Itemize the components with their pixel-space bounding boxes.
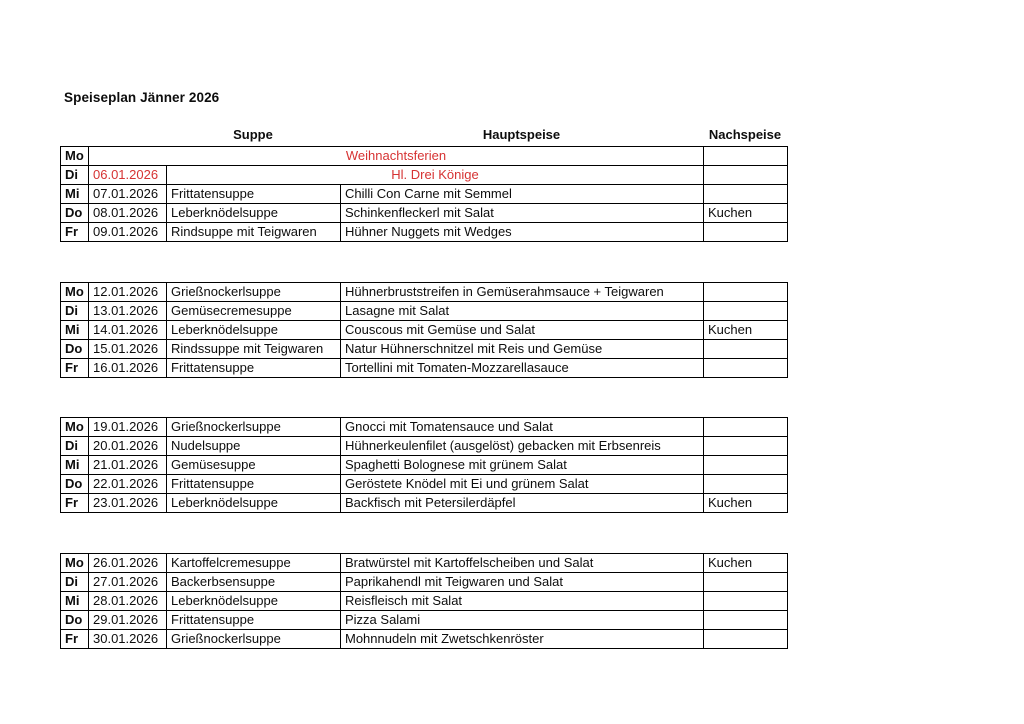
day-cell: Fr xyxy=(61,494,89,513)
soup-cell: Backerbsensuppe xyxy=(167,573,341,592)
menu-row xyxy=(61,340,788,359)
week-1-table xyxy=(60,146,788,242)
day-cell: Mo xyxy=(61,554,89,573)
date-cell: 19.01.2026 xyxy=(89,418,167,437)
main-cell: Hühnerkeulenfilet (ausgelöst) gebacken mit Erbsenreis xyxy=(341,437,704,456)
menu-row xyxy=(61,321,788,340)
main-cell: Lasagne mit Salat xyxy=(341,302,704,321)
menu-row xyxy=(61,475,788,494)
dessert-cell xyxy=(704,340,788,359)
dessert-cell xyxy=(704,475,788,494)
menu-row xyxy=(61,611,788,630)
menu-row xyxy=(61,592,788,611)
dessert-cell xyxy=(704,573,788,592)
day-cell: Mi xyxy=(61,456,89,475)
dessert-cell xyxy=(704,359,788,378)
date-cell: 16.01.2026 xyxy=(89,359,167,378)
menu-row xyxy=(61,573,788,592)
date-cell: 15.01.2026 xyxy=(89,340,167,359)
main-cell: Spaghetti Bolognese mit grünem Salat xyxy=(341,456,704,475)
day-cell: Mo xyxy=(61,283,89,302)
date-cell: 30.01.2026 xyxy=(89,630,167,649)
date-cell: 20.01.2026 xyxy=(89,437,167,456)
soup-cell: Leberknödelsuppe xyxy=(167,321,341,340)
day-cell: Fr xyxy=(61,630,89,649)
soup-cell: Gemüsesuppe xyxy=(167,456,341,475)
menu-row xyxy=(61,456,788,475)
day-cell: Fr xyxy=(61,223,89,242)
soup-cell: Frittatensuppe xyxy=(167,359,341,378)
menu-row xyxy=(61,418,788,437)
column-header-hauptspeise: Hauptspeise xyxy=(482,127,561,142)
soup-cell: Grießnockerlsuppe xyxy=(167,418,341,437)
soup-cell: Rindssuppe mit Teigwaren xyxy=(167,340,341,359)
day-cell: Do xyxy=(61,611,89,630)
dessert-cell xyxy=(704,437,788,456)
date-cell: 22.01.2026 xyxy=(89,475,167,494)
day-cell: Di xyxy=(61,573,89,592)
week-3-table xyxy=(60,417,788,513)
main-cell: Schinkenfleckerl mit Salat xyxy=(341,204,704,223)
day-cell: Mi xyxy=(61,185,89,204)
soup-cell: Frittatensuppe xyxy=(167,475,341,494)
dessert-cell: Kuchen xyxy=(704,321,788,340)
date-cell: 08.01.2026 xyxy=(89,204,167,223)
date-cell: 14.01.2026 xyxy=(89,321,167,340)
main-cell: Reisfleisch mit Salat xyxy=(341,592,704,611)
date-cell: 13.01.2026 xyxy=(89,302,167,321)
day-cell: Mi xyxy=(61,592,89,611)
soup-cell: Leberknödelsuppe xyxy=(167,494,341,513)
dessert-cell xyxy=(704,630,788,649)
main-cell: Pizza Salami xyxy=(341,611,704,630)
menu-row xyxy=(61,147,788,166)
holiday-cell: Weihnachtsferien xyxy=(89,147,704,166)
menu-row xyxy=(61,302,788,321)
week-2-table xyxy=(60,282,788,378)
main-cell: Chilli Con Carne mit Semmel xyxy=(341,185,704,204)
dessert-cell xyxy=(704,592,788,611)
date-cell: 07.01.2026 xyxy=(89,185,167,204)
main-cell: Hühnerbruststreifen in Gemüserahmsauce + Teigwaren xyxy=(341,283,704,302)
main-cell: Paprikahendl mit Teigwaren und Salat xyxy=(341,573,704,592)
menu-row xyxy=(61,204,788,223)
date-cell: 12.01.2026 xyxy=(89,283,167,302)
day-cell: Do xyxy=(61,204,89,223)
soup-cell: Frittatensuppe xyxy=(167,611,341,630)
date-cell: 27.01.2026 xyxy=(89,573,167,592)
column-header-spacer-date xyxy=(88,127,166,142)
soup-cell: Leberknödelsuppe xyxy=(167,592,341,611)
dessert-cell xyxy=(704,166,788,185)
column-header-nachspeise: Nachspeise xyxy=(708,127,782,142)
soup-cell: Nudelsuppe xyxy=(167,437,341,456)
soup-cell: Gemüsecremesuppe xyxy=(167,302,341,321)
main-cell: Gnocci mit Tomatensauce und Salat xyxy=(341,418,704,437)
day-cell: Fr xyxy=(61,359,89,378)
main-cell: Couscous mit Gemüse und Salat xyxy=(341,321,704,340)
day-cell: Do xyxy=(61,340,89,359)
menu-row xyxy=(61,494,788,513)
soup-cell: Frittatensuppe xyxy=(167,185,341,204)
main-cell: Hühner Nuggets mit Wedges xyxy=(341,223,704,242)
date-cell: 09.01.2026 xyxy=(89,223,167,242)
main-cell: Tortellini mit Tomaten-Mozzarellasauce xyxy=(341,359,704,378)
soup-cell: Grießnockerlsuppe xyxy=(167,283,341,302)
soup-cell: Rindsuppe mit Teigwaren xyxy=(167,223,341,242)
dessert-cell xyxy=(704,223,788,242)
date-cell: 26.01.2026 xyxy=(89,554,167,573)
menu-row xyxy=(61,554,788,573)
column-header-row xyxy=(60,127,787,142)
day-cell: Di xyxy=(61,302,89,321)
date-cell: 21.01.2026 xyxy=(89,456,167,475)
dessert-cell: Kuchen xyxy=(704,554,788,573)
main-cell: Mohnnudeln mit Zwetschkenröster xyxy=(341,630,704,649)
main-cell: Backfisch mit Petersilerdäpfel xyxy=(341,494,704,513)
date-cell: 23.01.2026 xyxy=(89,494,167,513)
date-cell: 06.01.2026 xyxy=(89,166,167,185)
page-title: Speiseplan Jänner 2026 xyxy=(64,90,220,105)
main-cell: Natur Hühnerschnitzel mit Reis und Gemüse xyxy=(341,340,704,359)
day-cell: Mo xyxy=(61,147,89,166)
dessert-cell xyxy=(704,611,788,630)
day-cell: Di xyxy=(61,437,89,456)
column-header-suppe: Suppe xyxy=(233,127,273,142)
week-4-table xyxy=(60,553,788,649)
dessert-cell: Kuchen xyxy=(704,204,788,223)
menu-row xyxy=(61,630,788,649)
dessert-cell xyxy=(704,283,788,302)
date-cell: 29.01.2026 xyxy=(89,611,167,630)
dessert-cell xyxy=(704,456,788,475)
dessert-cell xyxy=(704,147,788,166)
soup-cell: Grießnockerlsuppe xyxy=(167,630,341,649)
menu-row xyxy=(61,359,788,378)
menu-row xyxy=(61,185,788,204)
dessert-cell: Kuchen xyxy=(704,494,788,513)
day-cell: Di xyxy=(61,166,89,185)
dessert-cell xyxy=(704,418,788,437)
holiday-cell: Hl. Drei Könige xyxy=(167,166,704,185)
menu-row xyxy=(61,166,788,185)
soup-cell: Leberknödelsuppe xyxy=(167,204,341,223)
day-cell: Mi xyxy=(61,321,89,340)
menu-row xyxy=(61,283,788,302)
menu-row xyxy=(61,223,788,242)
dessert-cell xyxy=(704,302,788,321)
day-cell: Do xyxy=(61,475,89,494)
menu-row xyxy=(61,437,788,456)
day-cell: Mo xyxy=(61,418,89,437)
dessert-cell xyxy=(704,185,788,204)
date-cell: 28.01.2026 xyxy=(89,592,167,611)
soup-cell: Kartoffelcremesuppe xyxy=(167,554,341,573)
main-cell: Bratwürstel mit Kartoffelscheiben und Salat xyxy=(341,554,704,573)
main-cell: Geröstete Knödel mit Ei und grünem Salat xyxy=(341,475,704,494)
column-header-spacer-day xyxy=(60,127,88,142)
